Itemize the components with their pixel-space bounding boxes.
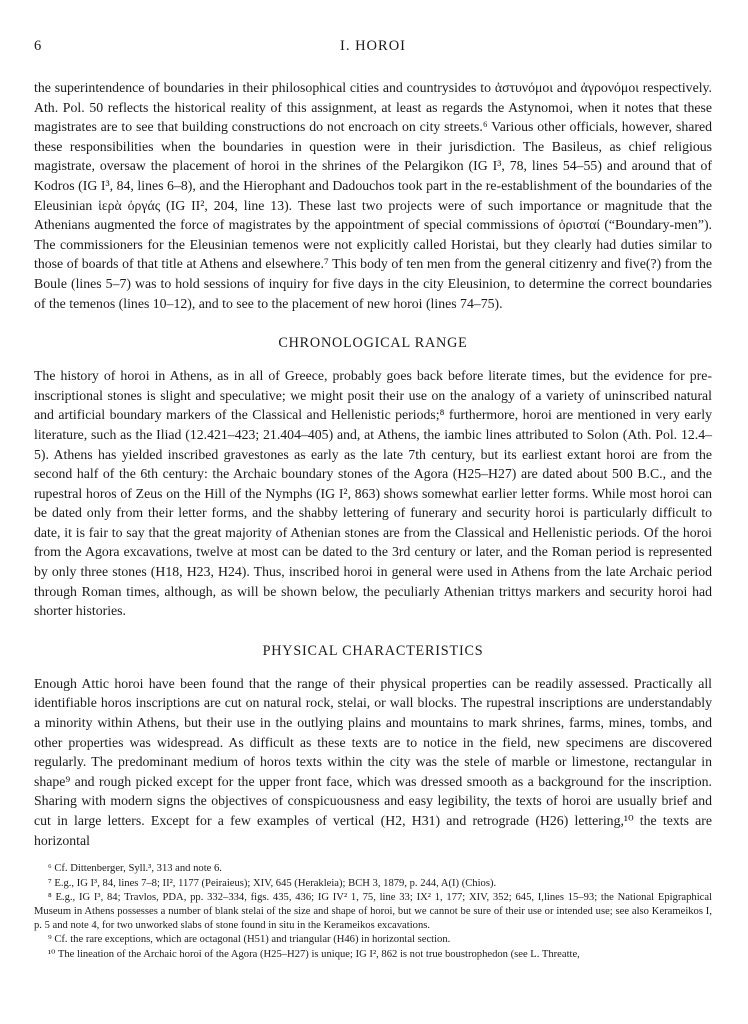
page-number: 6 [34,38,42,54]
running-head: I. HOROI [340,38,406,54]
footnote-7: ⁷ E.g., IG I³, 84, lines 7–8; II², 1177 (Peiraieus); XIV, 645 (Herakleia); BCH 3, 1879, p. 244, A(I) (Chios). [48,877,497,889]
footnote-10: ¹⁰ The lineation of the Archaic horoi of the Agora (H25–H27) is unique; IG I², 862 is not true boustrophedon (see L. Threatte, [48,948,580,960]
page-header [34,38,712,60]
footnotes [34,862,712,961]
footnote-9: ⁹ Cf. the rare exceptions, which are octagonal (H51) and triangular (H46) in horizontal section. [48,934,451,946]
section-title-chronological-range: CHRONOLOGICAL RANGE [278,335,468,352]
section-body-chronological-range: The history of horoi in Athens, as in all of Greece, probably goes back before literate times, but the evidence for pre-inscriptional stones is slight and speculative; we might posit their use on the analogy of a variety of uninscribed natural and artificial boundary markers of the Classical and Hellenistic periods;⁸ furthermore, horoi are mentioned in very early literature, such as the Iliad (12.421–423; 21.404–405) and, at Athens, the iambic lines attributed to Solon (Ath. Pol. 12.4–5). Athens has yielded inscribed gravestones as early as the late 7th century, but its earliest extant horoi are from the second half of the 6th century: the Archaic boundary stones of the Agora (H25–H27) are dated about 500 B.C., and the rupestral horos of Zeus on the Hill of the Nymphs (IG I², 863) shows somewhat earlier letter forms. While most horoi can be dated only from their letter forms, and the shabby lettering of funerary and security horoi is particularly difficult to date, it is fair to say that the great majority of Athenian stones are from the Classical and Hellenistic periods. Of the horoi from the Agora excavations, twelve at most can be dated to the 3rd century or later, and the Roman period is represented by only three stones (H18, H23, H24). Thus, inscribed horoi in general were used in Athens from the late Archaic period through Roman times, although, as will be shown below, the peculiarly Athenian trittys markers and security horoi had shorter histories. [34,368,712,619]
section-title-physical-characteristics: PHYSICAL CHARACTERISTICS [262,642,484,659]
section-body-physical-characteristics: Enough Attic horoi have been found that the range of their physical properties can be readily assessed. Practically all identifiable horos inscriptions are cut on natural rock, stelai, or wall blocks. The rupestral inscriptions are understandably a minority within Athens, but their use in the outlying plains and mountains to mark shrines, farms, mines, tombs, and other properties was widespread. As difficult as these texts are to notice in the field, new specimens are discovered regularly. The predominant medium of horos texts within the city was the stele of marble or limestone, rectangular in shape⁹ and rough picked except for the upper front face, which was dressed smooth as a background for the inscription. Sharing with modern signs the objectives of conspicuousness and easy legibility, the texts of horoi are usually brief and cut in large letters. Except for a few examples of vertical (H2, H31) and retrograde (H26) lettering,¹⁰ the texts are horizontal [34,675,712,848]
intro-paragraph: the superintendence of boundaries in their philosophical cities and countrysides to ἀστυνόμοι and ἀγρονόμοι respectively. Ath. Pol. 50 reflects the historical reality of this assignment, at least as regards the Astynomoi, when it notes that these magistrates are to see that building constructions do not encroach on city streets.⁶ Various other officials, however, shared these responsibilities when the boundaries in question were in their jurisdiction. The Basileus, as chief religious magistrate, oversaw the placement of horoi in the shrines of the Pelargikon (IG I³, 78, lines 54–55) and around that of Kodros (IG I³, 84, lines 6–8), and the Hierophant and Dadouchos took part in the re-establishment of the boundaries of the Eleusinian ἱερὰ ὀργάς (IG II², 204, line 13). These last two projects were of such importance or magnitude that the Athenians augmented the force of magistrates by the appointment of special commissions of ὁρισταί (“Boundary-men”). The commissioners for the Eleusinian temenos were not explicitly called Horistai, but they clearly had duties similar to those of boards of that title at Athens and elsewhere.⁷ This body of ten men from the general citizenry and five(?) from the Boule (lines 5–7) was to hold sessions of inquiry for five days in the city Eleusinion, to determine the correct boundaries of the temenos (lines 10–12), and to see to the placement of new horoi (lines 74–75). [34,80,712,311]
footnote-6: ⁶ Cf. Dittenberger, Syll.³, 313 and note 6. [48,863,222,875]
footnote-8: ⁸ E.g., IG I³, 84; Travlos, PDA, pp. 332–334, figs. 435, 436; IG IV² 1, 75, line 33; IX² 1, 177; XIV, 352; 645, I,lines 15–93; the National Epigraphical Museum in Athens possesses a number of blank stelai of the size and shape of horoi, but we cannot be sure of their use or intended use; see also Kerameikos I, p. 5 and note 4, for two unworked slabs of stone found in situ in the Kerameikos excavations. [34,892,712,931]
document-page [34,38,712,962]
